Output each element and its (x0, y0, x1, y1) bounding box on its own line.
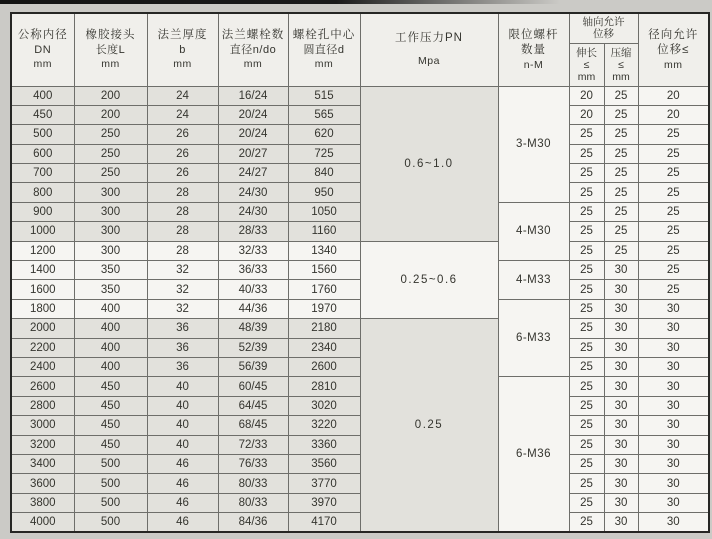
cell-bolt_circle: 2600 (288, 357, 360, 376)
cell-length: 450 (74, 377, 147, 396)
cell-length: 400 (74, 338, 147, 357)
cell-dn: 1600 (11, 280, 74, 299)
cell-dn: 3000 (11, 416, 74, 435)
cell-dn: 450 (11, 105, 74, 124)
cell-radial: 30 (638, 474, 709, 493)
header-unit: mm (612, 70, 630, 83)
cell-compression: 25 (604, 241, 638, 260)
header-working-pressure (360, 13, 498, 86)
cell-dn: 2200 (11, 338, 74, 357)
cell-elongation: 25 (569, 357, 604, 376)
cell-thickness: 32 (147, 280, 218, 299)
cell-bolt_circle: 2810 (288, 377, 360, 396)
cell-bolt_circle: 3970 (288, 493, 360, 512)
cell-compression: 25 (604, 144, 638, 163)
cell-thickness: 26 (147, 125, 218, 144)
cell-thickness: 32 (147, 261, 218, 280)
cell-radial: 30 (638, 299, 709, 318)
cell-elongation: 25 (569, 125, 604, 144)
cell-bolt_circle: 3020 (288, 396, 360, 415)
cell-bolts: 24/27 (218, 164, 288, 183)
cell-radial: 25 (638, 222, 709, 241)
header-line: 直径n/do (229, 44, 277, 57)
cell-thickness: 46 (147, 474, 218, 493)
header-unit: mm (173, 58, 192, 71)
header-unit: mm (314, 58, 334, 71)
header-line: 工作压力PN (395, 32, 463, 45)
cell-dn: 700 (11, 164, 74, 183)
cell-bolts: 52/39 (218, 338, 288, 357)
table-header (11, 13, 709, 86)
cell-elongation: 25 (569, 377, 604, 396)
cell-elongation: 25 (569, 164, 604, 183)
pressure-cell: 0.25 (360, 319, 498, 532)
header-line: ≤ (583, 58, 590, 71)
cell-length: 400 (74, 357, 147, 376)
cell-bolt_circle: 3770 (288, 474, 360, 493)
cell-bolts: 64/45 (218, 396, 288, 415)
cell-length: 250 (74, 144, 147, 163)
cell-length: 300 (74, 202, 147, 221)
cell-bolts: 24/30 (218, 183, 288, 202)
header-line: 数量 (521, 43, 546, 56)
cell-compression: 25 (604, 202, 638, 221)
cell-thickness: 40 (147, 435, 218, 454)
cell-bolts: 40/33 (218, 280, 288, 299)
cell-bolt_circle: 725 (288, 144, 360, 163)
cell-thickness: 46 (147, 513, 218, 532)
cell-compression: 30 (604, 454, 638, 473)
cell-radial: 30 (638, 319, 709, 338)
cell-radial: 30 (638, 357, 709, 376)
table-row (11, 241, 709, 260)
cell-bolt_circle: 1560 (288, 261, 360, 280)
header-limit-screw (498, 13, 569, 86)
cell-radial: 25 (638, 144, 709, 163)
cell-length: 300 (74, 241, 147, 260)
cell-dn: 2400 (11, 357, 74, 376)
header-line: 法兰厚度 (157, 29, 208, 42)
cell-bolts: 60/45 (218, 377, 288, 396)
cell-dn: 3800 (11, 493, 74, 512)
cell-compression: 30 (604, 280, 638, 299)
cell-radial: 20 (638, 86, 709, 105)
cell-bolt_circle: 1050 (288, 202, 360, 221)
cell-radial: 30 (638, 377, 709, 396)
header-unit: mm (101, 58, 120, 71)
cell-bolts: 16/24 (218, 86, 288, 105)
cell-compression: 30 (604, 474, 638, 493)
limit-screw-cell: 6-M33 (498, 299, 569, 377)
cell-radial: 30 (638, 435, 709, 454)
cell-elongation: 25 (569, 183, 604, 202)
cell-elongation: 25 (569, 454, 604, 473)
header-line: 公称内径 (17, 29, 68, 42)
cell-compression: 25 (604, 183, 638, 202)
header-flange-thickness (147, 13, 218, 86)
cell-length: 500 (74, 454, 147, 473)
cell-dn: 1200 (11, 241, 74, 260)
cell-thickness: 32 (147, 299, 218, 318)
cell-bolts: 80/33 (218, 493, 288, 512)
cell-compression: 25 (604, 105, 638, 124)
header-line: DN (34, 44, 52, 57)
cell-dn: 1800 (11, 299, 74, 318)
header-unit: n-M (523, 58, 544, 71)
table-row (11, 86, 709, 105)
cell-thickness: 28 (147, 241, 218, 260)
cell-dn: 3200 (11, 435, 74, 454)
cell-length: 250 (74, 164, 147, 183)
cell-bolt_circle: 1160 (288, 222, 360, 241)
header-unit: mm (577, 70, 596, 83)
cell-compression: 25 (604, 222, 638, 241)
cell-compression: 25 (604, 125, 638, 144)
table-row (11, 319, 709, 338)
table-body (11, 86, 709, 532)
header-unit: mm (33, 58, 52, 71)
cell-bolt_circle: 840 (288, 164, 360, 183)
cell-thickness: 46 (147, 454, 218, 473)
cell-thickness: 40 (147, 416, 218, 435)
cell-length: 350 (74, 280, 147, 299)
header-nominal-diameter (11, 13, 74, 86)
cell-thickness: 40 (147, 396, 218, 415)
cell-bolts: 20/27 (218, 144, 288, 163)
cell-length: 400 (74, 319, 147, 338)
cell-bolt_circle: 620 (288, 125, 360, 144)
cell-bolt_circle: 950 (288, 183, 360, 202)
cell-length: 450 (74, 396, 147, 415)
cell-bolts: 32/33 (218, 241, 288, 260)
cell-dn: 600 (11, 144, 74, 163)
cell-length: 350 (74, 261, 147, 280)
cell-bolts: 20/24 (218, 125, 288, 144)
cell-thickness: 28 (147, 183, 218, 202)
scan-edge-artifact (0, 0, 560, 4)
cell-radial: 25 (638, 241, 709, 260)
cell-radial: 25 (638, 164, 709, 183)
cell-thickness: 36 (147, 357, 218, 376)
cell-bolt_circle: 515 (288, 86, 360, 105)
cell-compression: 30 (604, 261, 638, 280)
limit-screw-cell: 4-M30 (498, 202, 569, 260)
cell-radial: 25 (638, 125, 709, 144)
cell-bolts: 56/39 (218, 357, 288, 376)
cell-thickness: 24 (147, 86, 218, 105)
cell-radial: 25 (638, 183, 709, 202)
cell-length: 200 (74, 105, 147, 124)
cell-compression: 30 (604, 435, 638, 454)
cell-compression: 25 (604, 86, 638, 105)
cell-dn: 1400 (11, 261, 74, 280)
cell-bolt_circle: 1970 (288, 299, 360, 318)
cell-bolts: 80/33 (218, 474, 288, 493)
cell-bolt_circle: 565 (288, 105, 360, 124)
cell-elongation: 20 (569, 86, 604, 105)
cell-dn: 1000 (11, 222, 74, 241)
cell-bolts: 28/33 (218, 222, 288, 241)
cell-radial: 30 (638, 396, 709, 415)
cell-bolts: 48/39 (218, 319, 288, 338)
cell-elongation: 25 (569, 202, 604, 221)
cell-thickness: 40 (147, 377, 218, 396)
header-unit: Mpa (418, 55, 440, 68)
cell-elongation: 25 (569, 261, 604, 280)
pressure-cell: 0.25~0.6 (360, 241, 498, 319)
cell-bolt_circle: 3560 (288, 454, 360, 473)
cell-bolts: 24/30 (218, 202, 288, 221)
cell-dn: 2800 (11, 396, 74, 415)
header-line: 法兰螺栓数 (221, 29, 285, 42)
cell-thickness: 24 (147, 105, 218, 124)
cell-thickness: 26 (147, 164, 218, 183)
header-line: 伸长 (576, 46, 597, 59)
cell-bolt_circle: 2180 (288, 319, 360, 338)
cell-radial: 30 (638, 416, 709, 435)
header-compression (604, 43, 638, 86)
cell-dn: 4000 (11, 513, 74, 532)
cell-bolts: 44/36 (218, 299, 288, 318)
cell-thickness: 28 (147, 202, 218, 221)
header-line: 位移 (593, 28, 614, 41)
cell-thickness: 28 (147, 222, 218, 241)
cell-length: 250 (74, 125, 147, 144)
header-radial-displacement (638, 13, 709, 86)
cell-thickness: 36 (147, 338, 218, 357)
header-line: 位移≤ (657, 43, 690, 56)
header-bolt-count-diameter (218, 13, 288, 86)
limit-screw-cell: 3-M30 (498, 86, 569, 202)
header-line: 轴向允许 (582, 16, 625, 29)
cell-dn: 3600 (11, 474, 74, 493)
header-line: 螺栓孔中心 (292, 29, 356, 42)
cell-elongation: 25 (569, 474, 604, 493)
cell-thickness: 36 (147, 319, 218, 338)
cell-length: 200 (74, 86, 147, 105)
pressure-cell: 0.6~1.0 (360, 86, 498, 241)
cell-thickness: 46 (147, 493, 218, 512)
cell-bolt_circle: 3220 (288, 416, 360, 435)
cell-bolts: 84/36 (218, 513, 288, 532)
cell-radial: 30 (638, 338, 709, 357)
cell-radial: 25 (638, 202, 709, 221)
cell-length: 300 (74, 222, 147, 241)
cell-elongation: 25 (569, 299, 604, 318)
cell-thickness: 26 (147, 144, 218, 163)
limit-screw-cell: 4-M33 (498, 261, 569, 300)
cell-elongation: 25 (569, 513, 604, 532)
cell-compression: 30 (604, 338, 638, 357)
cell-bolt_circle: 3360 (288, 435, 360, 454)
flange-spec-table (10, 12, 710, 533)
cell-dn: 500 (11, 125, 74, 144)
cell-length: 450 (74, 435, 147, 454)
header-line: 径向允许 (648, 28, 699, 41)
cell-bolt_circle: 4170 (288, 513, 360, 532)
cell-bolts: 68/45 (218, 416, 288, 435)
cell-dn: 3400 (11, 454, 74, 473)
header-unit: mm (664, 58, 683, 71)
header-elongation (569, 43, 604, 86)
cell-bolts: 76/33 (218, 454, 288, 473)
cell-elongation: 25 (569, 280, 604, 299)
header-line: ≤ (618, 58, 624, 71)
cell-length: 500 (74, 493, 147, 512)
cell-radial: 30 (638, 513, 709, 532)
cell-elongation: 25 (569, 319, 604, 338)
cell-dn: 2600 (11, 377, 74, 396)
cell-length: 500 (74, 474, 147, 493)
cell-length: 400 (74, 299, 147, 318)
cell-compression: 30 (604, 396, 638, 415)
cell-radial: 20 (638, 105, 709, 124)
cell-compression: 30 (604, 319, 638, 338)
header-line: 限位螺杆 (508, 28, 559, 41)
cell-radial: 25 (638, 280, 709, 299)
header-line: b (179, 44, 186, 57)
header-line: 长度L (95, 44, 126, 57)
cell-length: 300 (74, 183, 147, 202)
cell-elongation: 25 (569, 435, 604, 454)
cell-bolt_circle: 2340 (288, 338, 360, 357)
cell-dn: 800 (11, 183, 74, 202)
cell-dn: 400 (11, 86, 74, 105)
cell-compression: 30 (604, 513, 638, 532)
cell-elongation: 25 (569, 222, 604, 241)
header-unit: mm (243, 58, 263, 71)
cell-elongation: 25 (569, 396, 604, 415)
header-bolt-circle (288, 13, 360, 86)
cell-bolts: 20/24 (218, 105, 288, 124)
cell-length: 500 (74, 513, 147, 532)
header-line: 圆直径d (303, 44, 345, 57)
cell-elongation: 20 (569, 105, 604, 124)
cell-radial: 25 (638, 261, 709, 280)
cell-compression: 25 (604, 164, 638, 183)
cell-dn: 900 (11, 202, 74, 221)
cell-radial: 30 (638, 454, 709, 473)
cell-elongation: 25 (569, 144, 604, 163)
cell-elongation: 25 (569, 338, 604, 357)
limit-screw-cell: 6-M36 (498, 377, 569, 532)
cell-compression: 30 (604, 493, 638, 512)
cell-radial: 30 (638, 493, 709, 512)
cell-bolts: 72/33 (218, 435, 288, 454)
cell-compression: 30 (604, 357, 638, 376)
cell-compression: 30 (604, 377, 638, 396)
cell-compression: 30 (604, 416, 638, 435)
cell-bolts: 36/33 (218, 261, 288, 280)
cell-compression: 30 (604, 299, 638, 318)
header-axial-displacement-group (569, 13, 638, 43)
cell-dn: 2000 (11, 319, 74, 338)
cell-elongation: 25 (569, 241, 604, 260)
cell-elongation: 25 (569, 416, 604, 435)
cell-bolt_circle: 1760 (288, 280, 360, 299)
header-joint-length (74, 13, 147, 86)
cell-bolt_circle: 1340 (288, 241, 360, 260)
header-line: 橡胶接头 (85, 29, 136, 42)
cell-elongation: 25 (569, 493, 604, 512)
cell-length: 450 (74, 416, 147, 435)
header-line: 压缩 (610, 46, 632, 59)
